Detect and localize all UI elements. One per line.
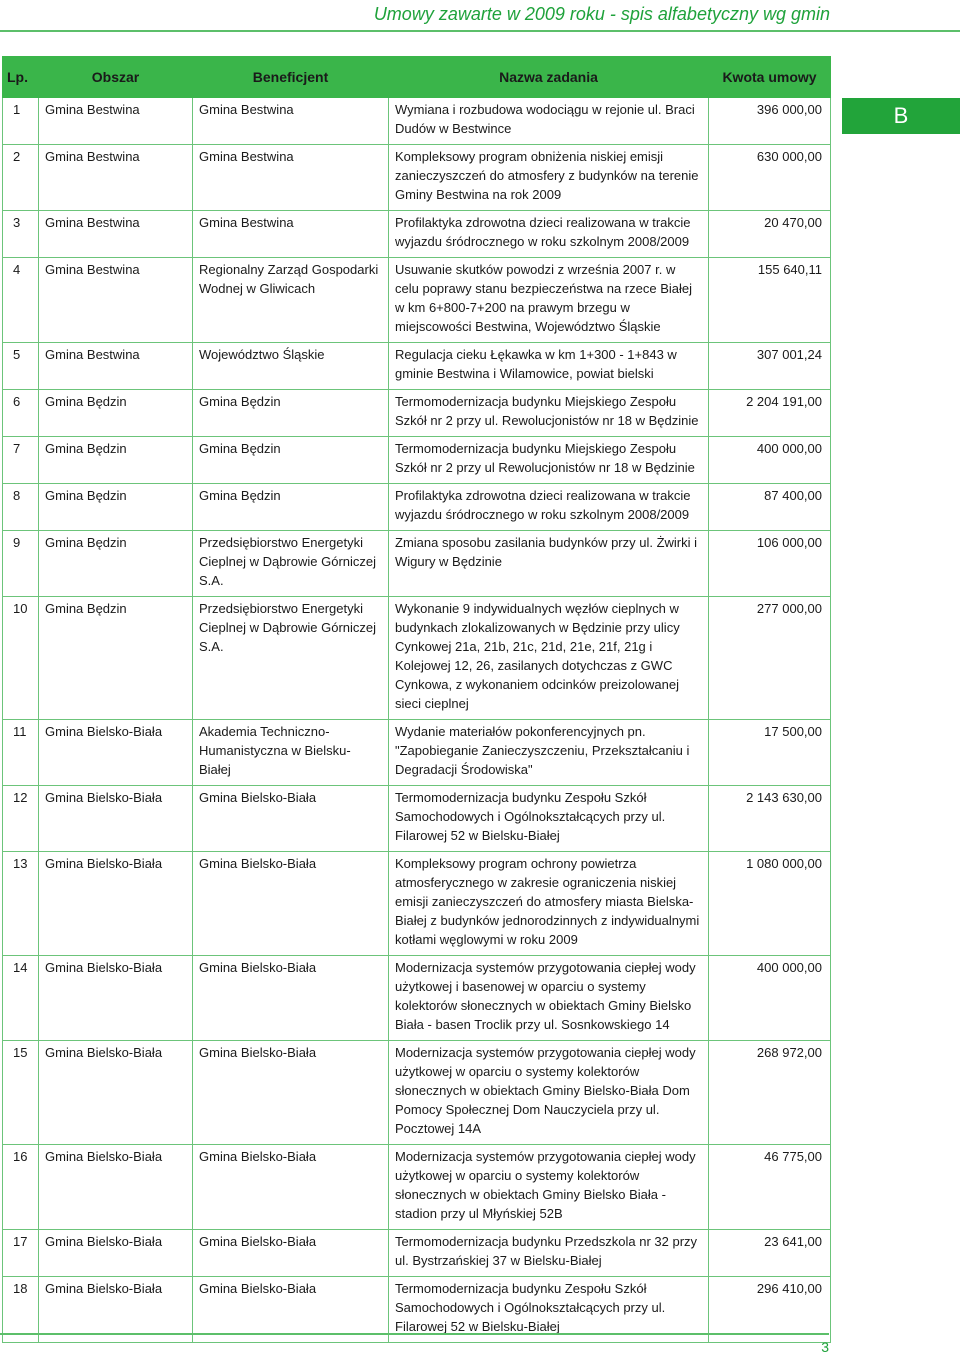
page-number: 3: [821, 1339, 829, 1355]
cell-beneficjent: Gmina Bielsko-Biała: [193, 1041, 389, 1145]
table-row: [3, 720, 831, 786]
cell-obszar: Gmina Bestwina: [39, 145, 193, 211]
cell-zadanie: Profilaktyka zdrowotna dzieci realizowana w trakcie wyjazdu śródrocznego w roku szkolnym 2008/2009: [389, 211, 709, 258]
cell-lp: 4: [3, 258, 39, 343]
cell-beneficjent: Gmina Bestwina: [193, 98, 389, 145]
cell-lp: 15: [3, 1041, 39, 1145]
cell-obszar: Gmina Będzin: [39, 531, 193, 597]
table-row: [3, 484, 831, 531]
cell-kwota: 20 470,00: [709, 211, 831, 258]
cell-beneficjent: Gmina Bestwina: [193, 211, 389, 258]
cell-zadanie: Modernizacja systemów przygotowania ciepłej wody użytkowej w oparciu o systemy kolektorów słonecznych w obiektach Gminy Bielsko Biała - stadion przy ul Młyńskiej 52B: [389, 1145, 709, 1230]
cell-obszar: Gmina Bielsko-Biała: [39, 852, 193, 956]
table-row: [3, 852, 831, 956]
cell-obszar: Gmina Bielsko-Biała: [39, 956, 193, 1041]
cell-beneficjent: Gmina Będzin: [193, 484, 389, 531]
cell-beneficjent: Gmina Bielsko-Biała: [193, 956, 389, 1041]
cell-beneficjent: Województwo Śląskie: [193, 343, 389, 390]
cell-lp: 8: [3, 484, 39, 531]
cell-zadanie: Termomodernizacja budynku Miejskiego Zespołu Szkół nr 2 przy ul Rewolucjonistów nr 18 w Będzinie: [389, 437, 709, 484]
cell-beneficjent: Gmina Będzin: [193, 390, 389, 437]
footer-divider: [0, 1333, 829, 1335]
cell-lp: 6: [3, 390, 39, 437]
cell-beneficjent: Regionalny Zarząd Gospodarki Wodnej w Gliwicach: [193, 258, 389, 343]
cell-beneficjent: Gmina Bielsko-Biała: [193, 1230, 389, 1277]
cell-lp: 12: [3, 786, 39, 852]
cell-lp: 18: [3, 1277, 39, 1343]
cell-zadanie: Kompleksowy program ochrony powietrza atmosferycznego w zakresie ograniczenia niskiej emisji zanieczyszczeń do atmosfery miasta Bielska-Białej z budynków jednorodzinnych z indywidualnymi kotłami węglowymi w roku 2009: [389, 852, 709, 956]
cell-zadanie: Regulacja cieku Łękawka w km 1+300 - 1+843 w gminie Bestwina i Wilamowice, powiat bielski: [389, 343, 709, 390]
table-row: [3, 786, 831, 852]
cell-lp: 2: [3, 145, 39, 211]
cell-obszar: Gmina Bielsko-Biała: [39, 1277, 193, 1343]
cell-lp: 11: [3, 720, 39, 786]
cell-beneficjent: Gmina Bielsko-Biała: [193, 852, 389, 956]
cell-kwota: 307 001,24: [709, 343, 831, 390]
cell-beneficjent: Gmina Bestwina: [193, 145, 389, 211]
cell-lp: 1: [3, 98, 39, 145]
table-row: [3, 145, 831, 211]
table-row: [3, 597, 831, 720]
cell-kwota: 400 000,00: [709, 956, 831, 1041]
cell-beneficjent: Gmina Bielsko-Biała: [193, 786, 389, 852]
table-row: [3, 390, 831, 437]
table-row: [3, 1145, 831, 1230]
column-header-obszar: Obszar: [39, 57, 193, 98]
cell-lp: 17: [3, 1230, 39, 1277]
cell-lp: 13: [3, 852, 39, 956]
cell-beneficjent: Gmina Będzin: [193, 437, 389, 484]
cell-kwota: 23 641,00: [709, 1230, 831, 1277]
cell-kwota: 17 500,00: [709, 720, 831, 786]
cell-kwota: 630 000,00: [709, 145, 831, 211]
cell-zadanie: Termomodernizacja budynku Zespołu Szkół Samochodowych i Ogólnokształcących przy ul. Filarowej 52 w Bielsku-Białej: [389, 786, 709, 852]
table-row: [3, 211, 831, 258]
cell-kwota: 277 000,00: [709, 597, 831, 720]
table-body: [3, 98, 831, 1343]
cell-obszar: Gmina Bielsko-Biała: [39, 1145, 193, 1230]
cell-obszar: Gmina Bielsko-Biała: [39, 1041, 193, 1145]
column-header-lp: Lp.: [3, 57, 39, 98]
cell-obszar: Gmina Bielsko-Biała: [39, 1230, 193, 1277]
cell-lp: 10: [3, 597, 39, 720]
cell-kwota: 155 640,11: [709, 258, 831, 343]
table-row: [3, 437, 831, 484]
cell-beneficjent: Gmina Bielsko-Biała: [193, 1145, 389, 1230]
cell-kwota: 296 410,00: [709, 1277, 831, 1343]
table-row: [3, 956, 831, 1041]
column-header-zadanie: Nazwa zadania: [389, 57, 709, 98]
cell-lp: 5: [3, 343, 39, 390]
cell-kwota: 396 000,00: [709, 98, 831, 145]
contracts-table: [2, 56, 831, 1343]
cell-obszar: Gmina Bielsko-Biała: [39, 720, 193, 786]
cell-obszar: Gmina Będzin: [39, 390, 193, 437]
cell-kwota: 1 080 000,00: [709, 852, 831, 956]
table-row: [3, 1041, 831, 1145]
cell-kwota: 268 972,00: [709, 1041, 831, 1145]
cell-zadanie: Kompleksowy program obniżenia niskiej emisji zanieczyszczeń do atmosfery z budynków na terenie Gminy Bestwina na rok 2009: [389, 145, 709, 211]
column-header-beneficjent: Beneficjent: [193, 57, 389, 98]
cell-zadanie: Usuwanie skutków powodzi z września 2007 r. w celu poprawy stanu bezpieczeństwa na rzece Białej w km 6+800-7+200 na prawym brzegu w miejscowości Bestwina, Województwo Śląskie: [389, 258, 709, 343]
cell-zadanie: Wydanie materiałów pokonferencyjnych pn. "Zapobieganie Zanieczyszczeniu, Przekształcaniu i Degradacji Środowiska": [389, 720, 709, 786]
cell-kwota: 400 000,00: [709, 437, 831, 484]
cell-obszar: Gmina Będzin: [39, 597, 193, 720]
cell-zadanie: Wymiana i rozbudowa wodociągu w rejonie ul. Braci Dudów w Bestwince: [389, 98, 709, 145]
cell-kwota: 46 775,00: [709, 1145, 831, 1230]
cell-beneficjent: Gmina Bielsko-Biała: [193, 1277, 389, 1343]
cell-zadanie: Modernizacja systemów przygotowania ciepłej wody użytkowej w oparciu o systemy kolektorów słonecznych w obiektach Gminy Bielsko-Biała Dom Pomocy Społecznej Dom Nauczyciela przy ul. Pocztowej 14A: [389, 1041, 709, 1145]
title-divider: [0, 30, 960, 32]
table-header-row: [3, 57, 831, 98]
cell-beneficjent: Przedsiębiorstwo Energetyki Cieplnej w Dąbrowie Górniczej S.A.: [193, 597, 389, 720]
table-row: [3, 258, 831, 343]
cell-zadanie: Profilaktyka zdrowotna dzieci realizowana w trakcie wyjazdu śródrocznego w roku szkolnym 2008/2009: [389, 484, 709, 531]
cell-beneficjent: Akademia Techniczno-Humanistyczna w Bielsku-Białej: [193, 720, 389, 786]
cell-obszar: Gmina Bestwina: [39, 98, 193, 145]
cell-lp: 9: [3, 531, 39, 597]
cell-zadanie: Termomodernizacja budynku Miejskiego Zespołu Szkół nr 2 przy ul. Rewolucjonistów nr 18 w Będzinie: [389, 390, 709, 437]
table-row: [3, 531, 831, 597]
cell-zadanie: Modernizacja systemów przygotowania ciepłej wody użytkowej i basenowej w oparciu o systemy kolektorów słonecznych w obiektach Gminy Bielsko Biała - basen Troclik przy ul. Sosnkowskiego 14: [389, 956, 709, 1041]
cell-zadanie: Wykonanie 9 indywidualnych węzłów cieplnych w budynkach zlokalizowanych w Będzinie przy ulicy Cynkowej 21a, 21b, 21c, 21d, 21e, 21f, 21g i Kolejowej 12, 26, zasilanych dotychczas z GWC Cynkowa, z wykonaniem odcinków preizolowanej sieci cieplnej: [389, 597, 709, 720]
cell-zadanie: Termomodernizacja budynku Przedszkola nr 32 przy ul. Bystrzańskiej 37 w Bielsku-Białej: [389, 1230, 709, 1277]
cell-obszar: Gmina Będzin: [39, 437, 193, 484]
column-header-kwota: Kwota umowy: [709, 57, 831, 98]
table-row: [3, 343, 831, 390]
cell-lp: 7: [3, 437, 39, 484]
cell-obszar: Gmina Bestwina: [39, 211, 193, 258]
cell-kwota: 2 143 630,00: [709, 786, 831, 852]
cell-lp: 14: [3, 956, 39, 1041]
cell-zadanie: Termomodernizacja budynku Zespołu Szkół Samochodowych i Ogólnokształcących przy ul. Filarowej 52 w Bielsku-Białej: [389, 1277, 709, 1343]
cell-obszar: Gmina Bestwina: [39, 343, 193, 390]
cell-kwota: 2 204 191,00: [709, 390, 831, 437]
cell-obszar: Gmina Będzin: [39, 484, 193, 531]
cell-lp: 3: [3, 211, 39, 258]
cell-obszar: Gmina Bestwina: [39, 258, 193, 343]
cell-obszar: Gmina Bielsko-Biała: [39, 786, 193, 852]
cell-zadanie: Zmiana sposobu zasilania budynków przy ul. Żwirki i Wigury w Będzinie: [389, 531, 709, 597]
table-row: [3, 1230, 831, 1277]
cell-kwota: 106 000,00: [709, 531, 831, 597]
cell-kwota: 87 400,00: [709, 484, 831, 531]
page-title: Umowy zawarte w 2009 roku - spis alfabetyczny wg gmin: [373, 4, 830, 24]
section-letter-tab: B: [842, 98, 960, 134]
cell-lp: 16: [3, 1145, 39, 1230]
table-row: [3, 98, 831, 145]
cell-beneficjent: Przedsiębiorstwo Energetyki Cieplnej w Dąbrowie Górniczej S.A.: [193, 531, 389, 597]
